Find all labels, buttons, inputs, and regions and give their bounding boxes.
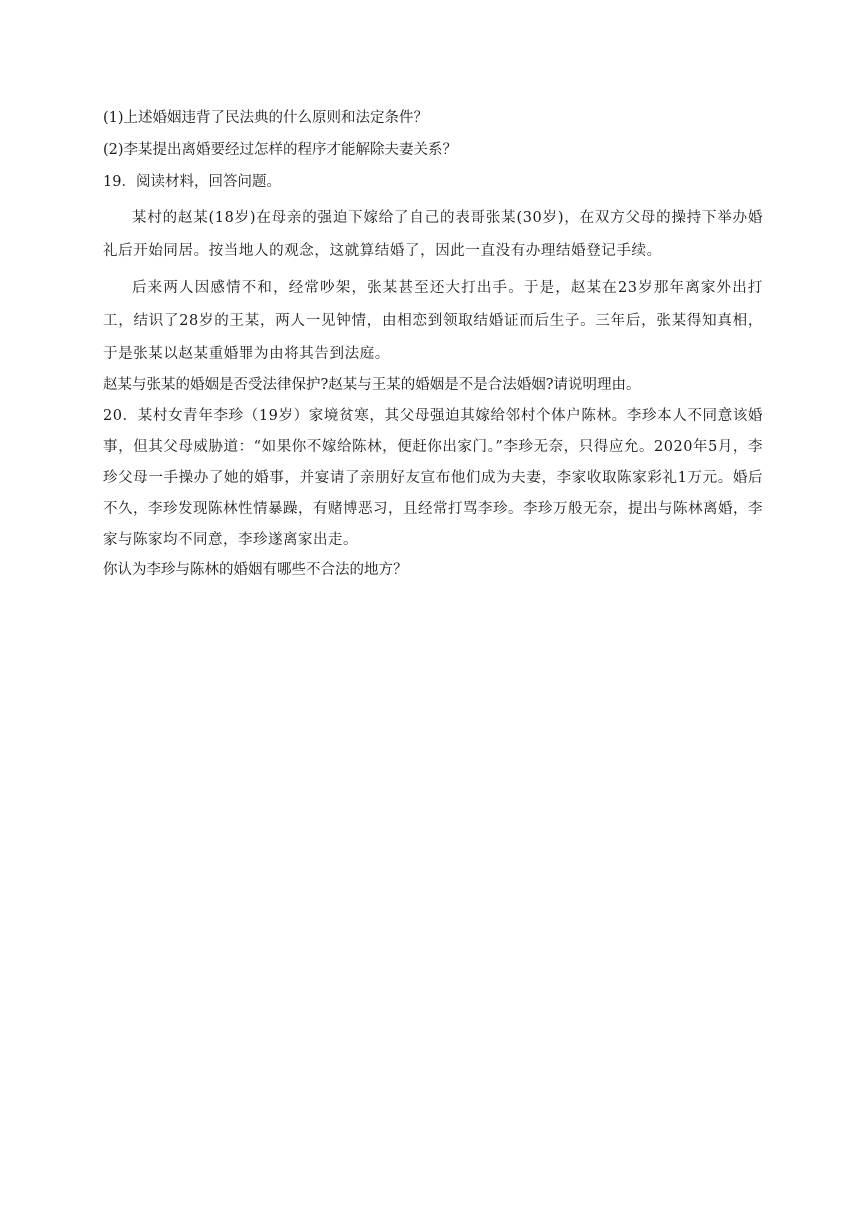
document-content — [103, 108, 763, 584]
question-20-question: 你认为李珍与陈林的婚姻有哪些不合法的地方？ — [103, 562, 408, 578]
question-19-paragraph-2 — [103, 272, 763, 371]
question-2-text: (2)李某提出离婚要经过怎样的程序才能解除夫妻关系？ — [103, 142, 458, 158]
question-19-paragraph-1 — [103, 202, 763, 268]
question-19-paragraph-1-text: 某村的赵某(18岁)在母亲的强迫下嫁给了自己的表哥张某(30岁)，在双方父母的操持下举办婚礼后开始同居。按当地人的观念，这就算结婚了，因此一直没有办理结婚登记手续。 — [103, 210, 763, 259]
question-19-title: 19．阅读材料，回答问题。 — [103, 174, 281, 190]
question-20-text: 20．某村女青年李珍（19岁）家境贫寒，其父母强迫其嫁给邻村个体户陈林。李珍本人不同意该婚事，但其父母威胁道：“如果你不嫁给陈林，便赶你出家门。”李珍无奈，只得应允。2020年5月，李珍父母一手操办了她的婚事，并宴请了亲朋好友宣布他们成为夫妻，李家收取陈家彩礼1万元。婚后不久，李珍发现陈林性情暴躁，有赌博恶习，且经常打骂李珍。李珍万般无奈，提出与陈林离婚，李家与陈家均不同意，李珍遂离家出走。 — [103, 408, 763, 548]
question-19-question: 赵某与张某的婚姻是否受法律保护?赵某与王某的婚姻是不是合法婚姻?请说明理由。 — [103, 377, 641, 393]
question-19-paragraph-2-text: 后来两人因感情不和，经常吵架，张某甚至还大打出手。于是，赵某在23岁那年离家外出打工，结识了28岁的王某，两人一见钟情，由相恋到领取结婚证而后生子。三年后，张某得知真相，于是张某以赵某重婚罪为由将其告到法庭。 — [103, 280, 763, 362]
question-1-text: (1)上述婚姻违背了民法典的什么原则和法定条件？ — [103, 110, 429, 126]
